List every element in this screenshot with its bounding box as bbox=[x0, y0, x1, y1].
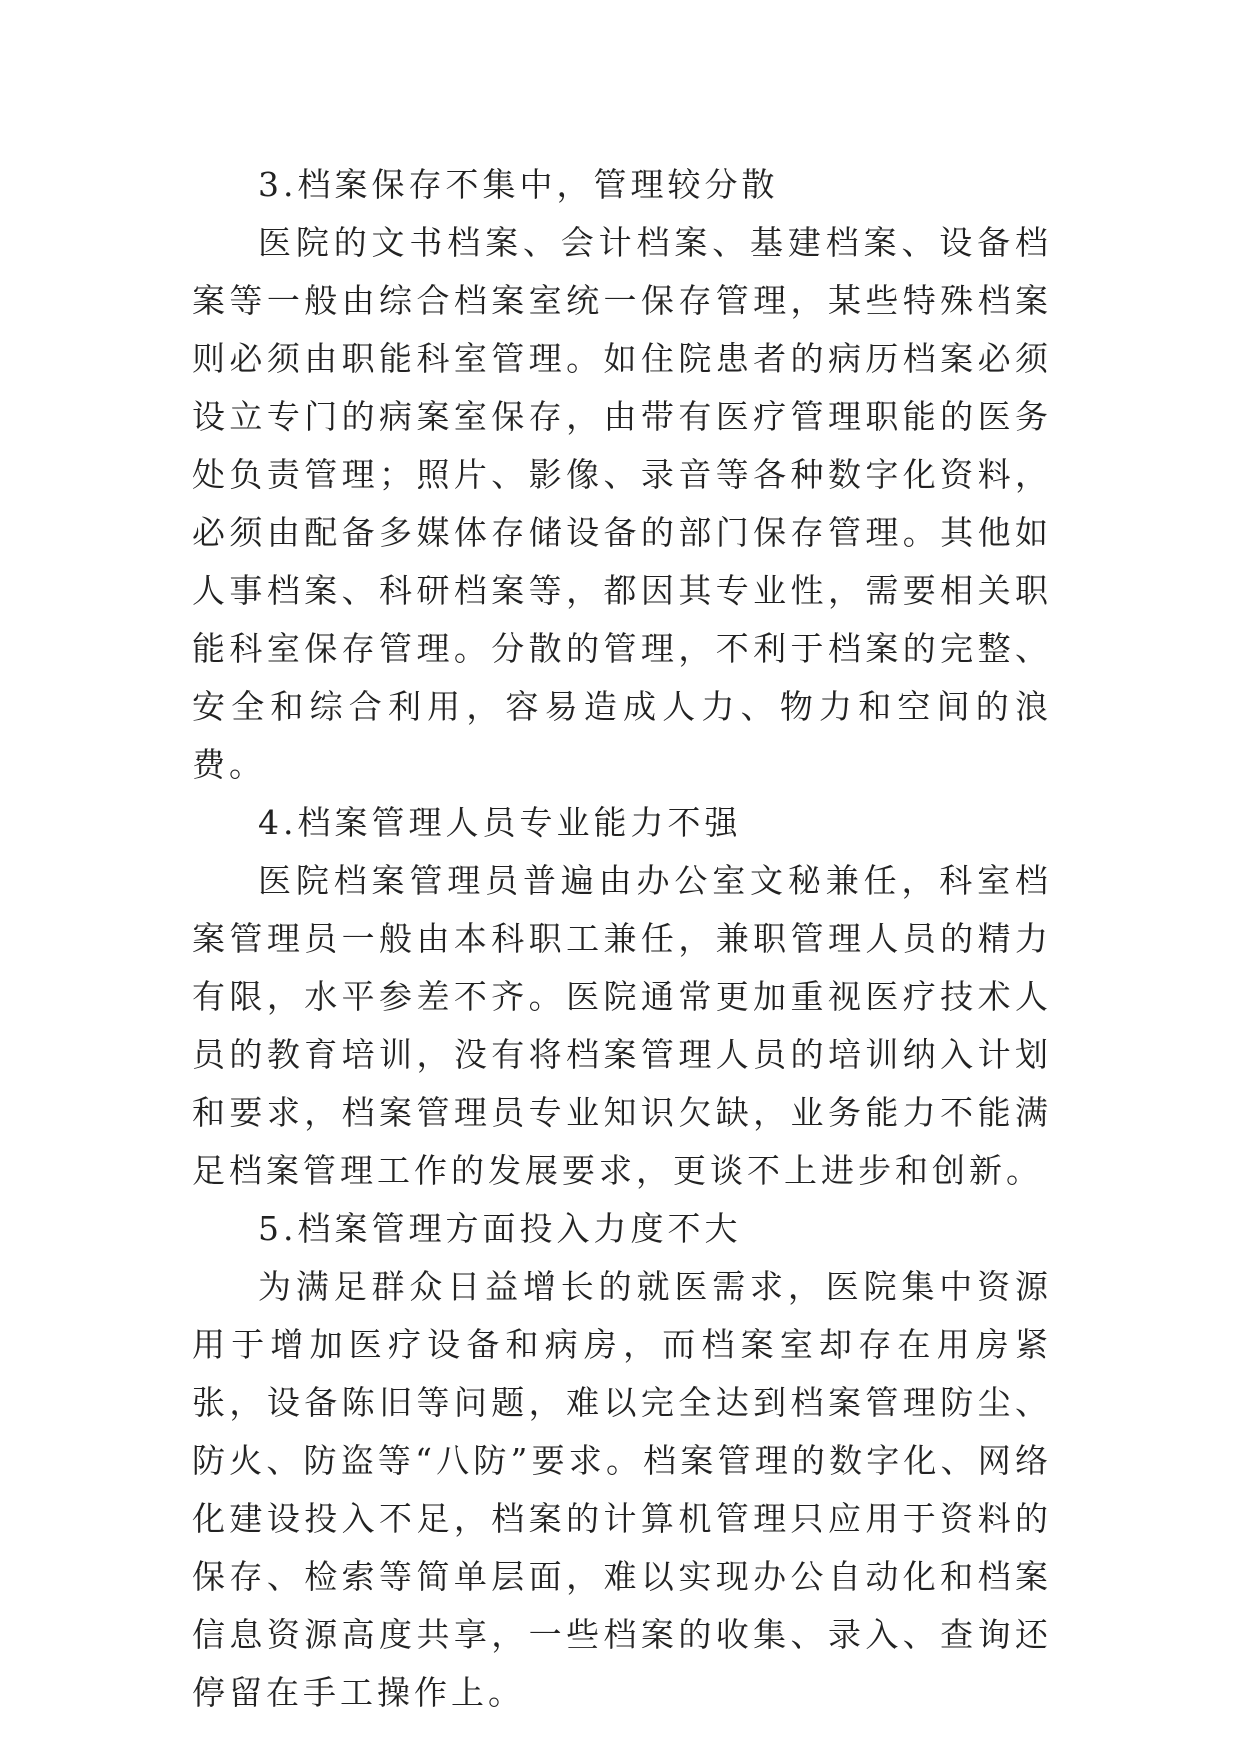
section-heading-4: 4.档案管理人员专业能力不强 bbox=[258, 803, 742, 842]
section-paragraph-5: 为满足群众日益增长的就医需求，医院集中资源用于增加医疗设备和病房，而档案室却存在用房紧张，设备陈旧等问题，难以完全达到档案管理防尘、防火、防盗等“八防”要求。档案管理的数字化、网络化建设投入不足，档案的计算机管理只应用于资料的保存、检索等简单层面，难以实现办公自动化和档案信息资源高度共享，一些档案的收集、录入、查询还停留在手工操作上。 bbox=[192, 1267, 1052, 1712]
section-paragraph-4: 医院档案管理员普遍由办公室文秘兼任，科室档案管理员一般由本科职工兼任，兼职管理人员的精力有限，水平参差不齐。医院通常更加重视医疗技术人员的教育培训，没有将档案管理人员的培训纳入计划和要求，档案管理员专业知识欠缺，业务能力不能满足档案管理工作的发展要求，更谈不上进步和创新。 bbox=[192, 861, 1052, 1190]
document-body bbox=[192, 156, 1052, 1722]
section-heading-5: 5.档案管理方面投入力度不大 bbox=[258, 1209, 742, 1248]
section-paragraph-3: 医院的文书档案、会计档案、基建档案、设备档案等一般由综合档案室统一保存管理，某些特殊档案则必须由职能科室管理。如住院患者的病历档案必须设立专门的病案室保存，由带有医疗管理职能的医务处负责管理；照片、影像、录音等各种数字化资料，必须由配备多媒体存储设备的部门保存管理。其他如人事档案、科研档案等，都因其专业性，需要相关职能科室保存管理。分散的管理，不利于档案的完整、安全和综合利用，容易造成人力、物力和空间的浪费。 bbox=[192, 223, 1052, 784]
section-heading-3: 3.档案保存不集中，管理较分散 bbox=[258, 165, 779, 204]
